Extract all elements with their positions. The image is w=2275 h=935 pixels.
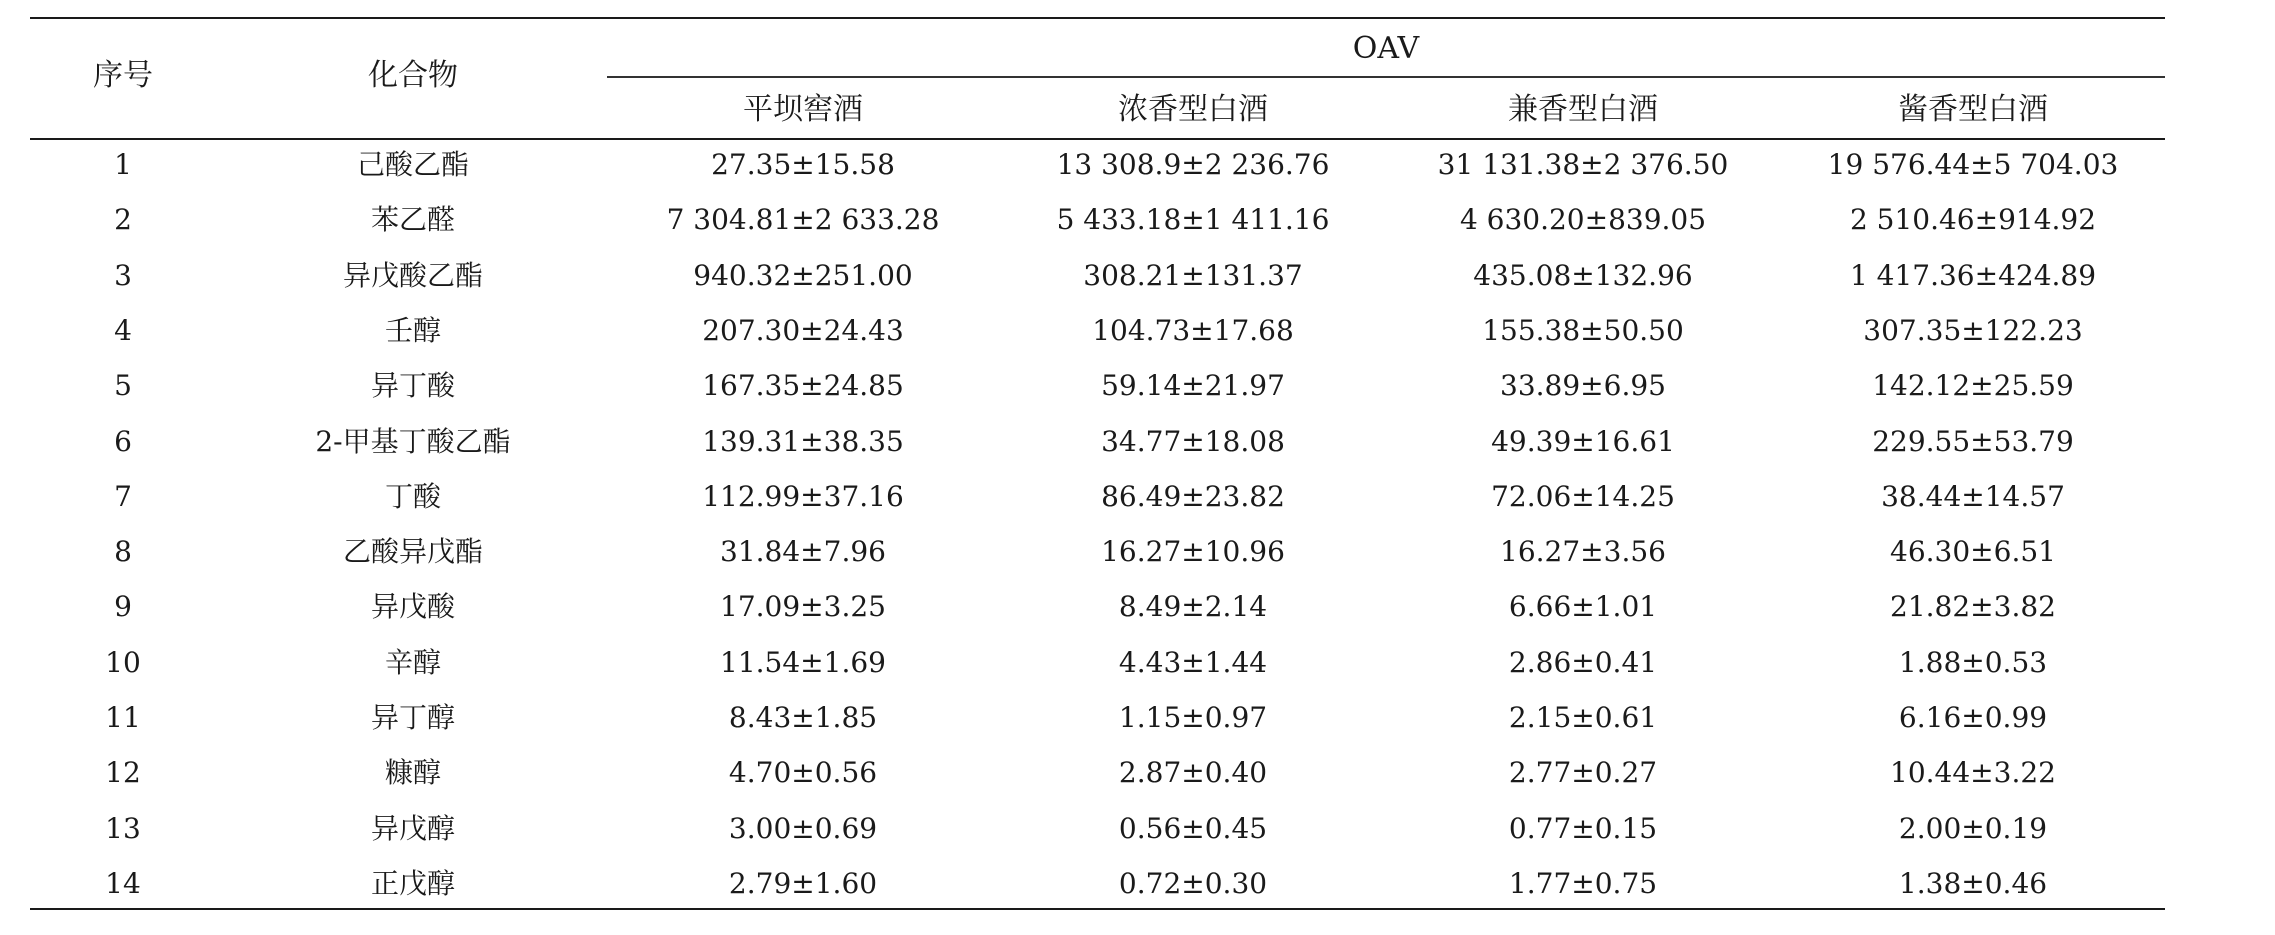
row-oav-value: 8.43±1.85 [728,701,878,734]
row-compound: 异戊酸乙酯 [342,259,484,292]
row-oav-value: 1.77±0.75 [1508,867,1658,900]
row-oav-value: 167.35±24.85 [702,369,904,402]
row-oav-value: 435.08±132.96 [1473,259,1693,292]
row-no: 4 [114,314,132,347]
row-oav-value: 11.54±1.69 [720,646,886,679]
row-no: 2 [114,203,132,236]
row-oav-value: 0.72±0.30 [1118,867,1268,900]
row-oav-value: 1.15±0.97 [1118,701,1268,734]
row-oav-value: 16.27±10.96 [1101,535,1285,568]
row-oav-value: 139.31±38.35 [702,425,904,458]
row-oav-value: 33.89±6.95 [1500,369,1666,402]
row-oav-value: 16.27±3.56 [1500,535,1666,568]
row-compound: 丁酸 [384,480,442,513]
row-oav-value: 1 417.36±424.89 [1849,259,2097,292]
row-no: 5 [114,369,132,402]
row-compound: 苯乙醛 [370,203,456,236]
row-no: 10 [105,646,141,679]
row-compound: 正戊醇 [370,867,456,900]
row-no: 14 [105,867,141,900]
header-liquor-strong: 浓香型白酒 [1118,92,1268,127]
row-oav-value: 49.39±16.61 [1491,425,1675,458]
row-oav-value: 0.56±0.45 [1118,812,1268,845]
row-oav-value: 4.43±1.44 [1118,646,1268,679]
row-oav-value: 307.35±122.23 [1863,314,2083,347]
row-compound: 异丁酸 [370,369,456,402]
row-oav-value: 17.09±3.25 [720,590,886,623]
row-oav-value: 10.44±3.22 [1890,756,2056,789]
row-oav-value: 155.38±50.50 [1482,314,1684,347]
row-oav-value: 2.86±0.41 [1508,646,1658,679]
row-oav-value: 2.77±0.27 [1508,756,1658,789]
row-oav-value: 2.79±1.60 [728,867,878,900]
row-oav-value: 21.82±3.82 [1890,590,2056,623]
row-no: 1 [114,148,132,181]
row-oav-value: 229.55±53.79 [1872,425,2074,458]
row-oav-value: 4.70±0.56 [728,756,878,789]
row-compound: 异戊醇 [370,812,456,845]
row-oav-value: 112.99±37.16 [702,480,904,513]
row-oav-value: 59.14±21.97 [1101,369,1285,402]
row-oav-value: 31.84±7.96 [720,535,886,568]
row-no: 6 [114,425,132,458]
row-oav-value: 31 131.38±2 376.50 [1437,148,1729,181]
row-compound: 异丁醇 [370,701,456,734]
header-liquor-sauce: 酱香型白酒 [1898,92,2048,127]
row-compound: 壬醇 [384,314,442,347]
row-oav-value: 104.73±17.68 [1092,314,1294,347]
row-oav-value: 142.12±25.59 [1872,369,2074,402]
row-oav-value: 6.66±1.01 [1508,590,1658,623]
header-oav: OAV [1352,31,1420,66]
row-oav-value: 38.44±14.57 [1881,480,2065,513]
row-no: 7 [114,480,132,513]
row-oav-value: 2.15±0.61 [1508,701,1658,734]
row-oav-value: 34.77±18.08 [1101,425,1285,458]
row-compound: 异戊酸 [370,590,456,623]
header-liquor-pingba: 平坝窖酒 [743,92,863,127]
header-liquor-mixed: 兼香型白酒 [1508,92,1658,127]
row-oav-value: 2.00±0.19 [1898,812,2048,845]
row-compound: 2-甲基丁酸乙酯 [315,425,511,458]
row-oav-value: 0.77±0.15 [1508,812,1658,845]
table-bottom-rule [30,908,2165,910]
row-oav-value: 1.88±0.53 [1898,646,2048,679]
table-top-rule [30,17,2165,19]
row-no: 8 [114,535,132,568]
row-no: 12 [105,756,141,789]
row-oav-value: 8.49±2.14 [1118,590,1268,623]
row-no: 3 [114,259,132,292]
row-compound: 乙酸异戊酯 [342,535,484,568]
row-oav-value: 308.21±131.37 [1083,259,1303,292]
row-oav-value: 2 510.46±914.92 [1849,203,2097,236]
row-oav-value: 46.30±6.51 [1890,535,2056,568]
row-compound: 辛醇 [384,646,442,679]
row-oav-value: 2.87±0.40 [1118,756,1268,789]
row-oav-value: 5 433.18±1 411.16 [1056,203,1330,236]
row-oav-value: 13 308.9±2 236.76 [1056,148,1330,181]
row-compound: 己酸乙酯 [356,148,470,181]
row-oav-value: 4 630.20±839.05 [1459,203,1707,236]
row-oav-value: 27.35±15.58 [711,148,895,181]
row-no: 13 [105,812,141,845]
row-oav-value: 940.32±251.00 [693,259,913,292]
row-oav-value: 19 576.44±5 704.03 [1827,148,2119,181]
row-oav-value: 1.38±0.46 [1898,867,2048,900]
header-bottom-rule [30,138,2165,140]
row-oav-value: 6.16±0.99 [1898,701,2048,734]
row-oav-value: 3.00±0.69 [728,812,878,845]
row-oav-value: 72.06±14.25 [1491,480,1675,513]
row-no: 11 [105,701,141,734]
row-oav-value: 86.49±23.82 [1101,480,1285,513]
oav-group-rule [607,76,2165,78]
row-oav-value: 7 304.81±2 633.28 [666,203,940,236]
row-oav-value: 207.30±24.43 [702,314,904,347]
row-no: 9 [114,590,132,623]
row-compound: 糠醇 [384,756,442,789]
header-no: 序号 [93,58,153,93]
header-compound: 化合物 [368,58,458,93]
